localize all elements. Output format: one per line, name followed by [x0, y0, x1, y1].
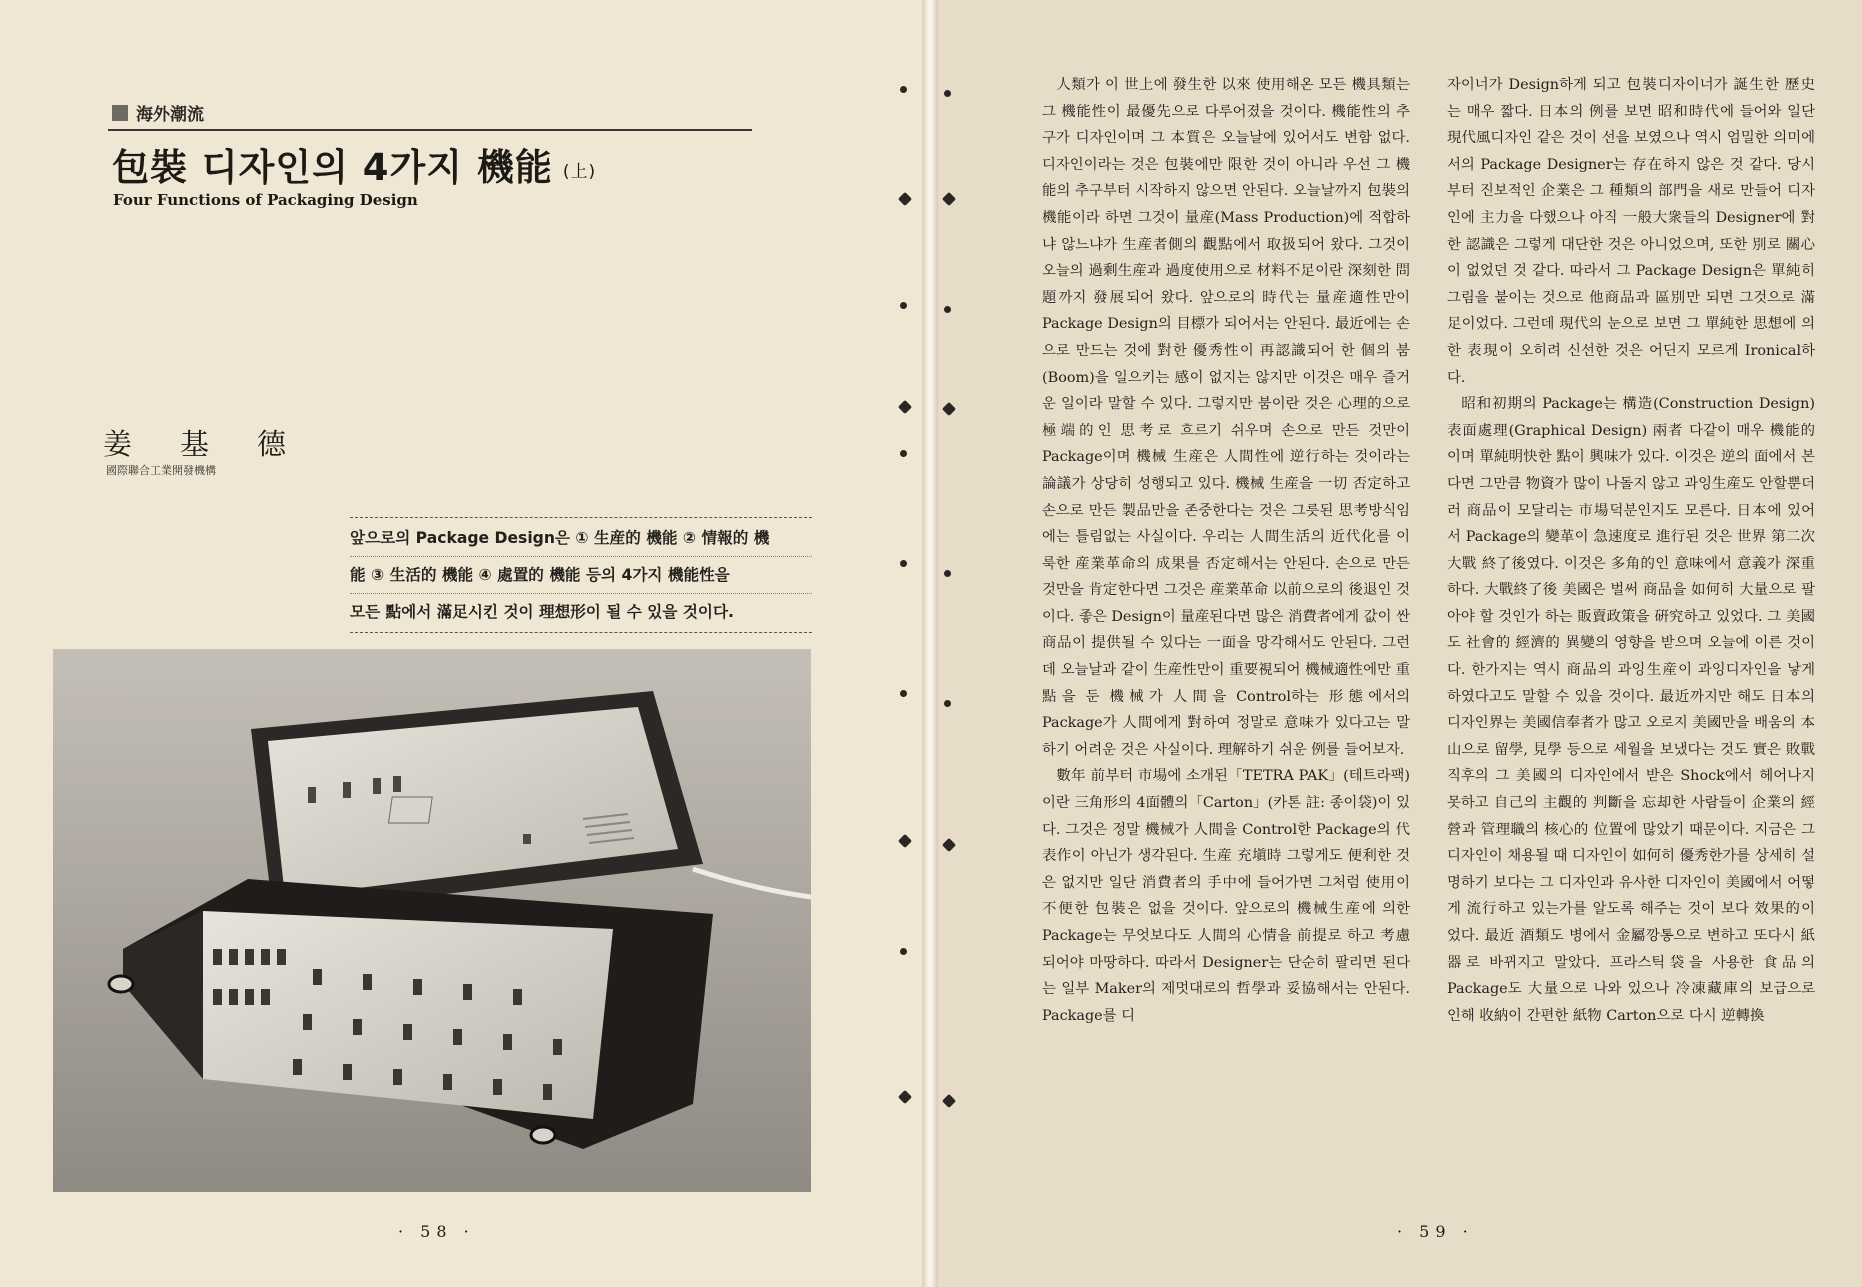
- section-tag: [112, 100, 204, 125]
- article-title: [112, 137, 596, 191]
- binding-hole: [898, 834, 912, 848]
- article-title-suffix: (上): [562, 162, 597, 182]
- page-58: [0, 0, 922, 1287]
- lead-line: 앞으로의 Package Design은 ① 生産的 機能 ② 情報的 機: [350, 520, 812, 557]
- binding-hole: [898, 400, 912, 414]
- binding-hole: [898, 192, 912, 206]
- paragraph: 昭和初期의 Package는 構造(Construction Design) 表面處理(Graphical Design) 兩者 다같이 매우 機能的이며 單純明快한 點이 興味가 있다. 이것은 逆의 面에서 본다면 그만큼 物資가 많이 나돌지 않고 과잉生産도 안할뿐더러 商品이 모달리는 市場덕분인지도 모른다. 日本에 있어서 Package의 變革이 急速度로 進行된 것은 世界 第二次大戰 終了後였다. 이것은 多角的인 意味에서 意義가 深重하다. 大戰終了後 美國은 벌써 商品을 如何히 大量으로 팔아야 할 것인가 하는 販賣政策을 硏究하고 있었다. 그 美國도 社會的 經濟的 異變의 영향을 받으며 오늘에 이른 것이다. 한가지는 역시 商品의 과잉生産이 과잉디자인을 낳게 하였다고도 말할 수 있을 것이다. 最近까지만 해도 日本의 디자인界는 美國信奉者가 많고 오로지 美國만을 배움의 本山으로 留學, 見學 등으로 세월을 보냈다는 것도 實은 敗戰직후의 그 美國의 디자인에서 받은 Shock에서 헤어나지 못하고 自己의 主觀的 判斷을 忘却한 사람들이 企業의 經營과 管理職의 核心的 位置에 많았기 때문이다. 지금은 그 디자인이 채용될 때 디자인이 如何히 優秀한가를 상세히 설명하기 보다는 그 디자인과 유사한 디자인이 美國에서 어떻게 流行하고 있는가를 알도록 해주는 것이 보다 效果的이었다. 最近 酒類도 병에서 金屬깡통으로 변하고 또다시 紙器로 바뀌지고 말았다. 프라스틱袋을 사용한 食品의 Package도 大量으로 나와 있으나 冷凍藏庫의 보급으로 인해 收納이 간편한 紙物 Carton으로 다시 逆轉換: [1447, 396, 1815, 1024]
- control-console-image: [53, 649, 811, 1192]
- binding-hole: [900, 560, 907, 567]
- binding-hole: [900, 302, 907, 309]
- lead-line: 能 ③ 生活的 機能 ④ 處置的 機能 등의 4가지 機能性을: [350, 557, 812, 594]
- square-bullet-icon: [112, 105, 128, 121]
- binding-hole: [900, 86, 907, 93]
- book-gutter: [922, 0, 938, 1287]
- binding-hole: [900, 450, 907, 457]
- author-name: 姜基德: [103, 427, 335, 461]
- paragraph: 人類가 이 世上에 發生한 以來 使用해온 모든 機具類는 그 機能性이 最優先으로 다루어졌을 것이다. 機能性의 추구가 디자인이며 그 本質은 오늘날에 있어서도 변함 없다. 디자인이라는 것은 包裝에만 限한 것이 아니라 우선 그 機能의 추구부터 시작하지 않으면 안된다. 오늘날까지 包裝의 機能이라 하면 그것이 量産(Mass Production)에 적합하냐 않느냐가 生産者側의 觀點에서 取扱되어 왔다. 그것이 오늘의 過剩生産과 過度使用으로 材料不足이란 深刻한 問題까지 發展되어 왔다. 앞으로의 時代는 量産適性만이 Package Design의 目標가 되어서는 안된다. 最近에는 손으로 만드는 것에 對한 優秀性이 再認識되어 한 個의 붐(Boom)을 일으키는 感이 없지는 않지만 이것은 매우 즐거운 일이라 말할 수 있다. 그렇지만 붐이란 것은 心理的으로 極端的인 思考로 흐르기 쉬우며 손으로 만든 것만이 Package이며 機械 生産은 人間性에 逆行하는 것이라는 論議가 상당히 성행되고 있다. 機械 生産을 一切 否定하고 손으로 만든 製品만을 존중한다는 것은 그릇된 思考방식임에는 틀림없는 사실이다. 우리는 人間生活의 近代化를 이룩한 産業革命의 成果를 否定해서는 안된다. 손으로 만든 것만을 肯定한다면 그것은 産業革命 以前으로의 後退인 것이다. 좋은 Design이 量産된다면 많은 消費者에게 값이 싼 商品이 提供될 수 있다는 一面을 망각해서도 안된다. 그런데 오늘날과 같이 生産性만이 重要視되어 機械適性에만 重點을 둔 機械가 人間을 Control하는 形態에서의 Package가 人間에게 對하여 정말로 意味가 있다고는 말하기 어려운 것은 사실이다. 理解하기 쉬운 例를 들어보자.: [1042, 77, 1410, 758]
- product-photo: [53, 649, 811, 1192]
- binding-hole: [898, 1090, 912, 1104]
- author-affiliation: 國際聯合工業開發機構: [106, 464, 216, 477]
- article-subtitle: Four Functions of Packaging Design: [113, 191, 418, 209]
- binding-hole: [900, 948, 907, 955]
- page-number-59: · 59 ·: [1397, 1222, 1474, 1241]
- header-rule: [108, 129, 752, 131]
- lead-line: 모든 點에서 滿足시킨 것이 理想形이 될 수 있을 것이다.: [350, 603, 734, 621]
- page-number-58: · 58 ·: [398, 1222, 475, 1241]
- binding-hole: [900, 690, 907, 697]
- paragraph: 자이너가 Design하게 되고 包裝디자이너가 誕生한 歷史는 매우 짧다. 日本의 例를 보면 昭和時代에 들어와 일단 現代風디자인 같은 것이 선을 보였으나 역시 엄밀한 의미에서의 Package Designer는 存在하지 않은 것 같다. 당시부터 진보적인 企業은 그 種類의 部門을 새로 만들어 디자인에 主力을 다했으나 아직 一般大衆들의 Designer에 對한 認識은 그렇게 대단한 것은 아니었으며, 또한 別로 關心이 없었던 것 같다. 따라서 그 Package Design은 單純히 그림을 붙이는 것으로 他商品과 區別만 되면 그것으로 滿足이었다. 그런데 現代의 눈으로 보면 그 單純한 思想에 의한 表現이 오히려 신선한 것은 어딘지 모르게 Ironical하다.: [1447, 77, 1815, 386]
- lead-paragraph: [350, 517, 812, 633]
- paragraph: 數年 前부터 市場에 소개된「TETRA PAK」(테트라팩)이란 三角形의 4面體의「Carton」(카톤 註: 종이袋)이 있다. 그것은 정말 機械가 人間을 Control한 Package의 代表作이 아닌가 생각된다. 生産 充塡時 그렇게도 便利한 것은 없지만 일단 消費者의 手中에 들어가면 그처럼 使用이 不便한 包裝은 없을 것이다. 앞으로의 機械生産에 의한 Package는 무엇보다도 人間의 心情을 前提로 하고 考慮되어야 마땅하다. 따라서 Designer는 단순히 팔리면 된다는 일부 Maker의 제멋대로의 哲學과 妥協해서는 안된다. Package를 디: [1042, 768, 1410, 1024]
- binding-holes-left: [900, 0, 920, 1287]
- text-column-1: [1042, 72, 1410, 1029]
- text-column-2: [1447, 72, 1815, 1029]
- section-tag-label: 海外潮流: [136, 105, 204, 125]
- article-title-text: 包裝 디자인의 4가지 機能: [112, 146, 553, 189]
